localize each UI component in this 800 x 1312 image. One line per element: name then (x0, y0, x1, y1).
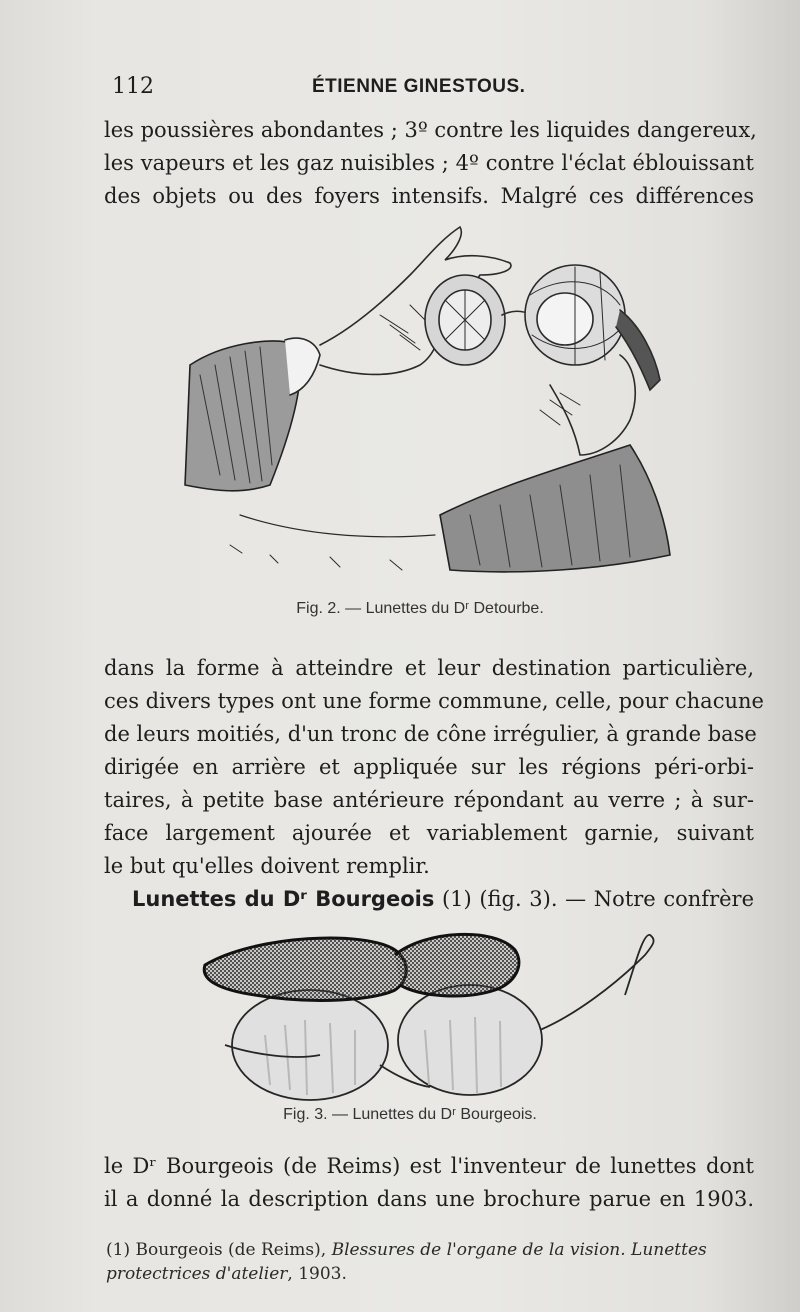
text-line: dans la forme à atteindre et leur destination particulière, (104, 656, 754, 680)
footnote-line (106, 1238, 756, 1262)
footnote (106, 1238, 756, 1286)
text-line: face largement ajourée et variablement garnie, suivant (104, 821, 754, 845)
section-heading: Lunettes du Dʳ Bourgeois (132, 887, 435, 911)
text-line: de leurs moitiés, d'un tronc de cône irrégulier, à grande base (104, 722, 757, 746)
heading-continuation: (1) (fig. 3). — Notre confrère (434, 887, 754, 911)
page-number: 112 (112, 74, 154, 99)
figure-3-illustration (195, 925, 665, 1105)
running-title: ÉTIENNE GINESTOUS. (312, 76, 526, 97)
footnote-title: Blessures de l'organe de la vision. Lunettes (331, 1240, 707, 1260)
figure-2-illustration (180, 215, 680, 590)
text-line: le Dʳ Bourgeois (de Reims) est l'inventeur de lunettes dont (104, 1154, 754, 1178)
footnote-citation: (1) Bourgeois (de Reims), (106, 1240, 332, 1260)
text-line: les poussières abondantes ; 3º contre les liquides dangereux, (104, 118, 757, 142)
text-line: le but qu'elles doivent remplir. (104, 854, 430, 878)
paragraph-2 (104, 652, 764, 883)
text-line: les vapeurs et les gaz nuisibles ; 4º contre l'éclat éblouissant (104, 151, 754, 175)
text-line (132, 883, 754, 916)
footnote-year: , 1903. (287, 1264, 347, 1284)
text-line: il a donné la description dans une brochure parue en 1903. (104, 1187, 754, 1211)
figure-3-caption: Fig. 3. — Lunettes du Dʳ Bourgeois. (283, 1106, 537, 1123)
text-line: taires, à petite base antérieure répondant au verre ; à sur- (104, 788, 754, 812)
paragraph-3 (132, 883, 754, 916)
footnote-title-cont: protectrices d'atelier (106, 1264, 288, 1284)
figure-2-caption: Fig. 2. — Lunettes du Dʳ Detourbe. (296, 600, 544, 617)
text-line: ces divers types ont une forme commune, celle, pour chacune (104, 689, 764, 713)
page-header (112, 70, 752, 106)
paragraph-1 (104, 114, 757, 213)
text-line: dirigée en arrière et appliquée sur les régions péri-orbi- (104, 755, 754, 779)
paragraph-4 (104, 1150, 754, 1216)
footnote-line (106, 1262, 756, 1286)
text-line: des objets ou des foyers intensifs. Malgré ces différences (104, 184, 754, 208)
